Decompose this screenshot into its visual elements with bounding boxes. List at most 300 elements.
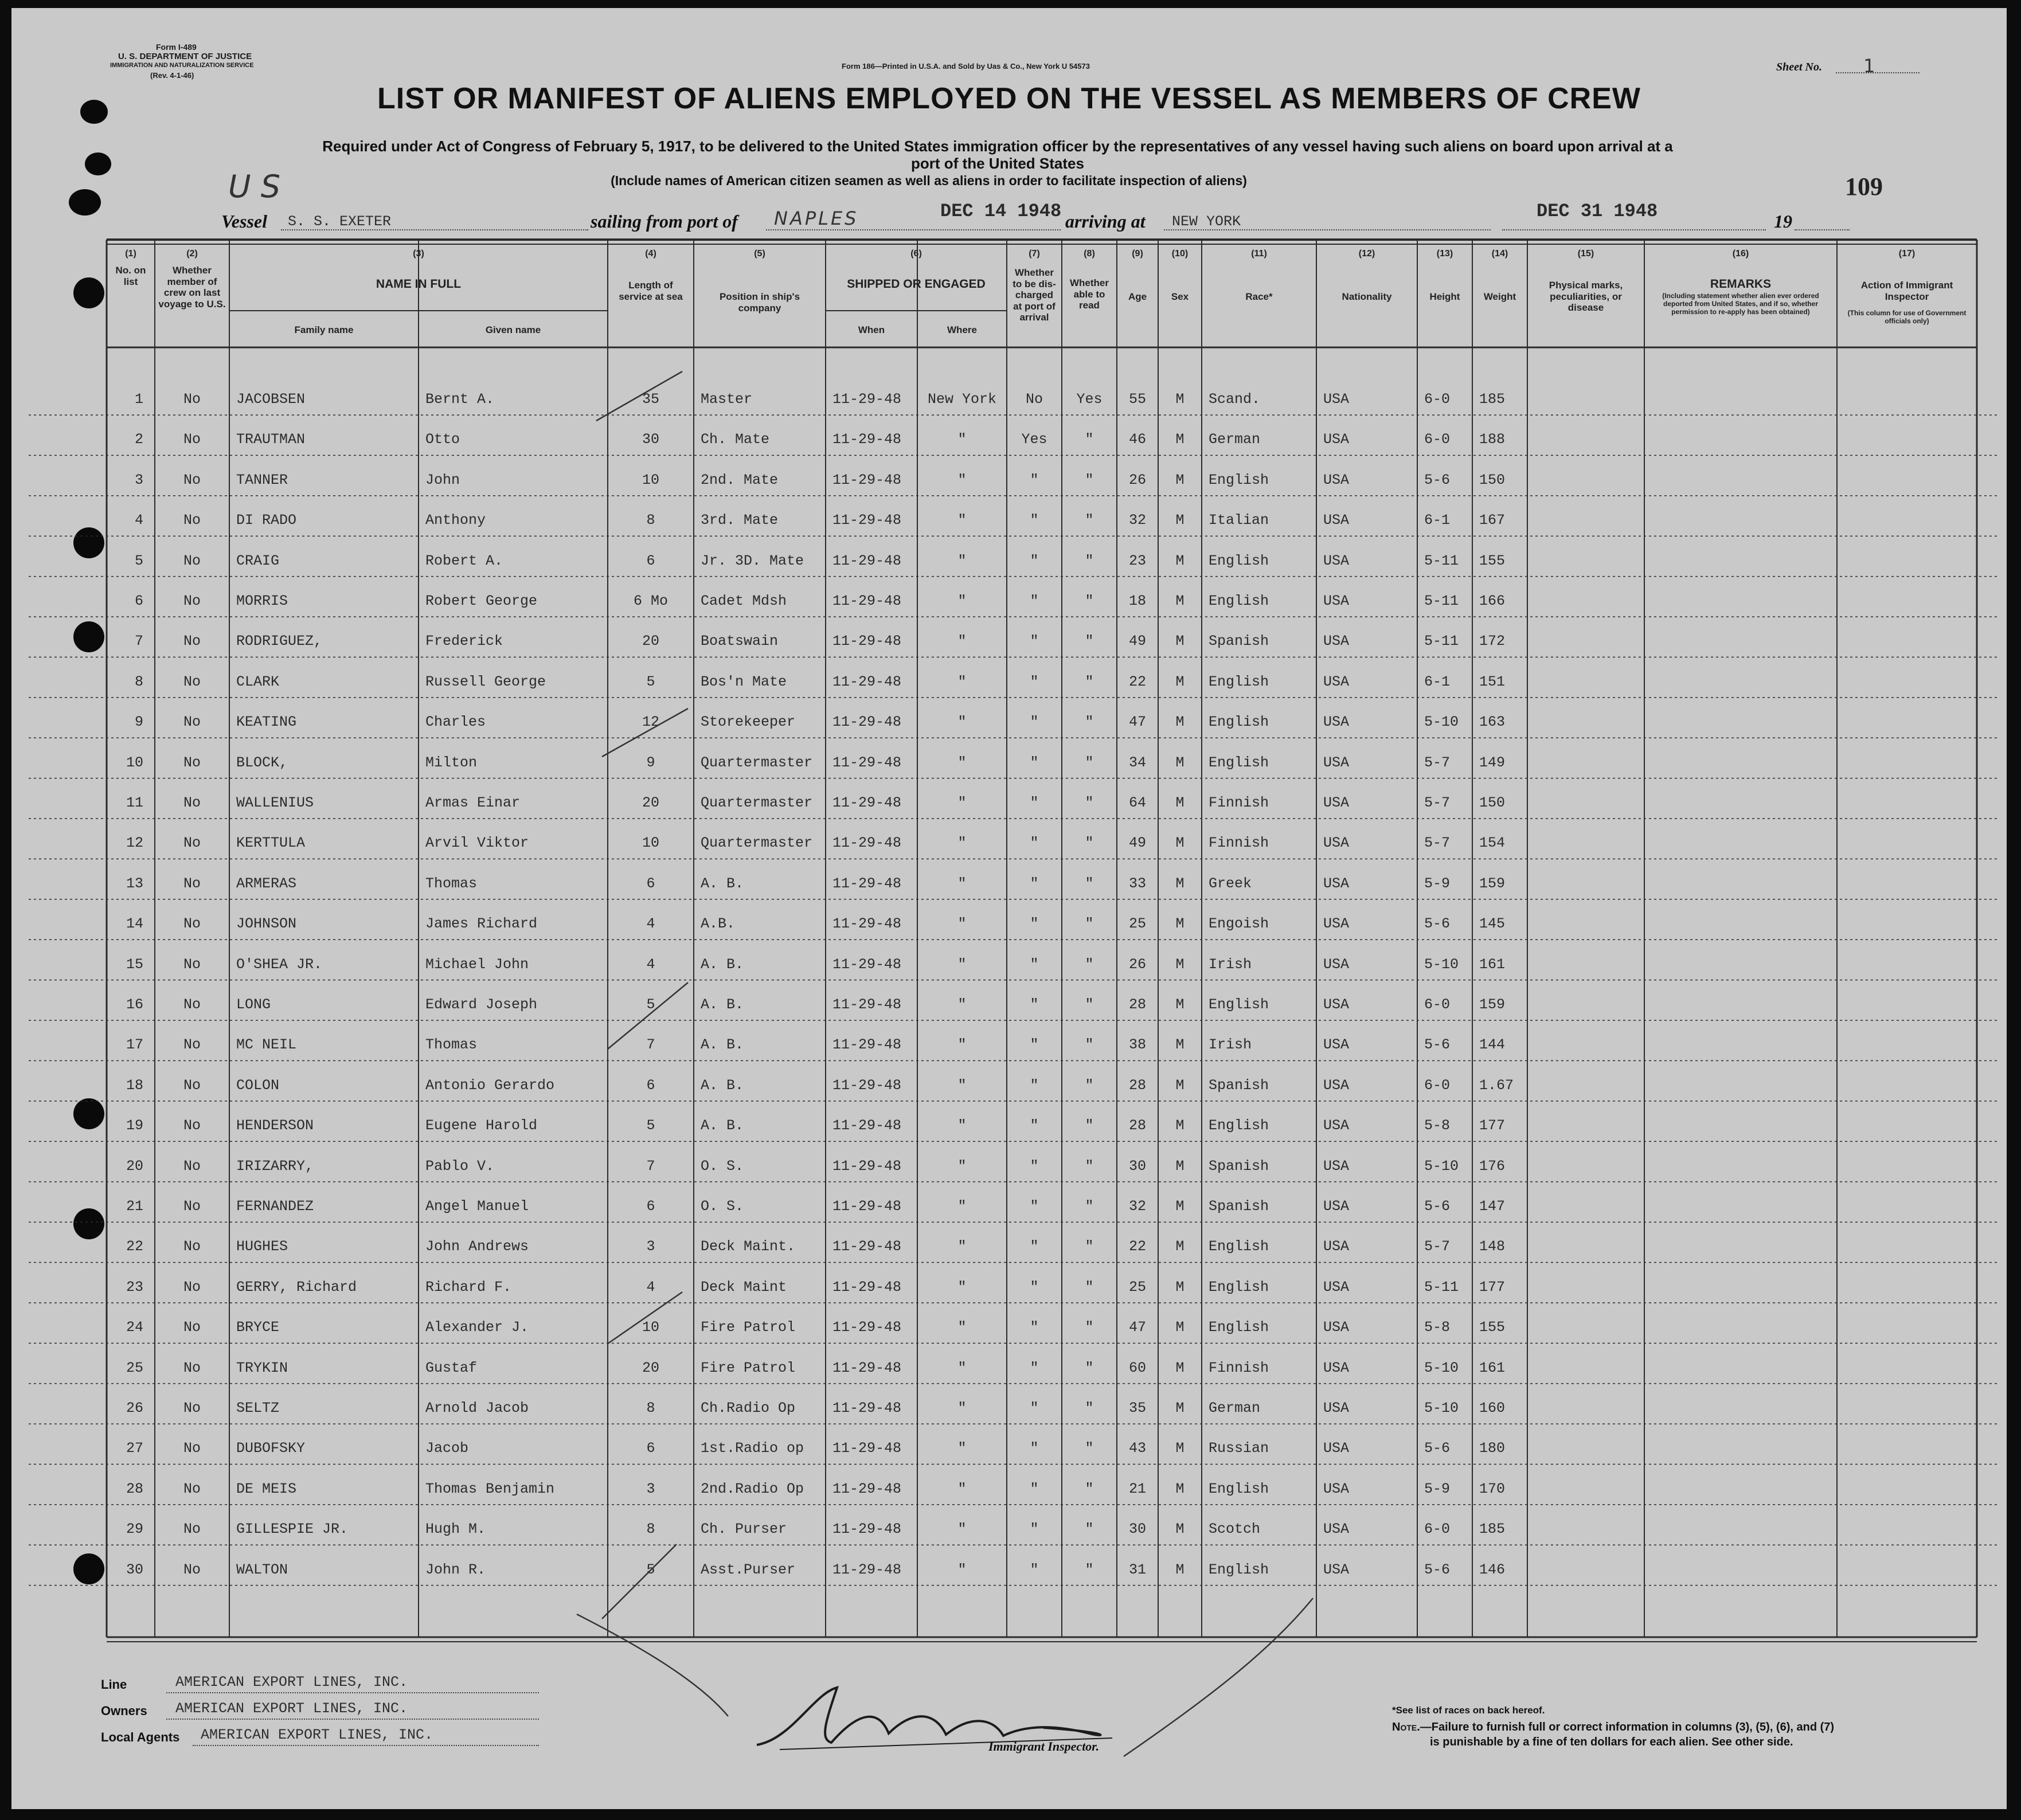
- cell-height: 5-10: [1424, 714, 1459, 731]
- cell-where: ": [957, 915, 967, 933]
- cell-sex: M: [1175, 1077, 1185, 1094]
- cell-no: 26: [126, 1400, 143, 1416]
- cell-read: ": [1085, 593, 1094, 609]
- cell-no: 9: [134, 714, 143, 731]
- cell-sex: M: [1175, 1359, 1185, 1376]
- cell-discharged: ": [1030, 956, 1039, 973]
- cell-read: ": [1085, 1077, 1094, 1094]
- cell-family: ARMERAS: [236, 875, 297, 892]
- column-header-10: Sex: [1171, 291, 1189, 302]
- cell-family: O'SHEA JR.: [236, 956, 323, 973]
- cell-where: ": [957, 1521, 967, 1538]
- cell-last: No: [183, 875, 201, 892]
- cell-service: 6: [646, 1198, 655, 1215]
- cell-family: CRAIG: [236, 552, 280, 569]
- cell-weight: 172: [1479, 633, 1506, 650]
- cell-where: ": [957, 1198, 967, 1215]
- cell-race: Greek: [1209, 875, 1252, 892]
- cell-given: Milton: [425, 754, 478, 771]
- cell-when: 11-29-48: [832, 471, 902, 488]
- cell-when: 11-29-48: [832, 391, 902, 408]
- cell-weight: 148: [1479, 1238, 1506, 1255]
- cell-when: 11-29-48: [832, 1238, 902, 1255]
- cell-race: Scand.: [1209, 391, 1261, 408]
- cell-service: 3: [646, 1238, 655, 1255]
- cell-race: Engoish: [1209, 915, 1269, 933]
- cell-last: No: [183, 1319, 201, 1336]
- cell-when: 11-29-48: [832, 956, 902, 973]
- cell-nat: USA: [1323, 875, 1350, 892]
- cell-service: 10: [642, 471, 659, 488]
- cell-service: 5: [646, 996, 655, 1013]
- cell-race: English: [1209, 996, 1269, 1013]
- cell-read: ": [1085, 633, 1094, 650]
- cell-last: No: [183, 593, 201, 609]
- cell-discharged: No: [1025, 391, 1043, 408]
- cell-race: English: [1209, 673, 1269, 690]
- cell-sex: M: [1175, 1238, 1185, 1255]
- cell-height: 6-0: [1424, 391, 1451, 408]
- subheader-where: Where: [947, 324, 977, 335]
- cell-nat: USA: [1323, 714, 1350, 731]
- cell-read: ": [1085, 1480, 1094, 1497]
- cell-discharged: ": [1030, 471, 1039, 488]
- cell-age: 64: [1128, 794, 1146, 811]
- subheader-when: When: [858, 324, 885, 335]
- cell-no: 16: [126, 996, 143, 1013]
- cell-given: James Richard: [425, 915, 538, 933]
- cell-last: No: [183, 552, 201, 569]
- cell-age: 23: [1128, 552, 1146, 569]
- cell-race: English: [1209, 1117, 1269, 1134]
- cell-weight: 146: [1479, 1561, 1506, 1578]
- cell-where: ": [957, 431, 967, 448]
- cell-sex: M: [1175, 956, 1185, 973]
- cell-sex: M: [1175, 673, 1185, 690]
- cell-nat: USA: [1323, 1359, 1350, 1376]
- cell-height: 6-1: [1424, 673, 1451, 690]
- column-number-13: (13): [1436, 249, 1453, 259]
- cell-family: DI RADO: [236, 512, 297, 529]
- cell-height: 5-7: [1424, 794, 1451, 811]
- cell-family: IRIZARRY,: [236, 1157, 314, 1175]
- cell-age: 33: [1128, 875, 1146, 892]
- cell-discharged: ": [1030, 1278, 1039, 1295]
- sailing-label: sailing from port of: [591, 211, 738, 232]
- cell-height: 6-0: [1424, 996, 1451, 1013]
- cell-position: A. B.: [701, 956, 744, 973]
- column-header-11: Race*: [1245, 291, 1273, 302]
- cell-where: ": [957, 956, 967, 973]
- cell-family: CLARK: [236, 673, 280, 690]
- agents-value: AMERICAN EXPORT LINES, INC.: [201, 1727, 433, 1743]
- cell-no: 6: [134, 593, 143, 609]
- cell-read: ": [1085, 1198, 1094, 1215]
- subheader-remarks-note: (Including statement whether alien ever ordered deported from United States, and if so, whether permission to re-apply has been obtained): [1662, 292, 1819, 316]
- cell-read: ": [1085, 431, 1094, 448]
- column-header-14: Weight: [1483, 291, 1516, 302]
- subheader-action-note: (This column for use of Government officials only): [1847, 309, 1967, 325]
- cell-race: Italian: [1209, 512, 1269, 529]
- cell-no: 22: [126, 1238, 143, 1255]
- cell-weight: 151: [1479, 673, 1506, 690]
- vessel-name: S. S. EXETER: [288, 213, 392, 230]
- column-header-5: Position in ship's company: [719, 291, 800, 314]
- cell-given: Antonio Gerardo: [425, 1077, 555, 1094]
- cell-where: ": [957, 1278, 967, 1295]
- cell-discharged: ": [1030, 1400, 1039, 1416]
- cell-read: ": [1085, 996, 1094, 1013]
- cell-height: 6-0: [1424, 1077, 1451, 1094]
- cell-family: JACOBSEN: [236, 391, 306, 408]
- cell-family: HUGHES: [236, 1238, 288, 1255]
- column-number-1: (1): [125, 249, 136, 259]
- cell-nat: USA: [1323, 1319, 1350, 1336]
- cell-nat: USA: [1323, 1278, 1350, 1295]
- cell-read: ": [1085, 1278, 1094, 1295]
- cell-sex: M: [1175, 1117, 1185, 1134]
- cell-position: 2nd.Radio Op: [701, 1480, 804, 1497]
- cell-last: No: [183, 1077, 201, 1094]
- cell-position: A. B.: [701, 1036, 744, 1054]
- cell-read: ": [1085, 1359, 1094, 1376]
- cell-service: 4: [646, 915, 655, 933]
- cell-height: 5-7: [1424, 754, 1451, 771]
- cell-family: GILLESPIE JR.: [236, 1521, 349, 1538]
- cell-discharged: ": [1030, 915, 1039, 933]
- cell-no: 8: [134, 673, 143, 690]
- cell-age: 22: [1128, 1238, 1146, 1255]
- cell-race: English: [1209, 552, 1269, 569]
- cell-no: 18: [126, 1077, 143, 1094]
- arriving-label: arriving at: [1065, 211, 1146, 232]
- cell-height: 5-6: [1424, 915, 1451, 933]
- cell-weight: 150: [1479, 794, 1506, 811]
- cell-height: 5-10: [1424, 1359, 1459, 1376]
- cell-race: English: [1209, 593, 1269, 609]
- cell-last: No: [183, 1359, 201, 1376]
- cell-service: 5: [646, 673, 655, 690]
- cell-nat: USA: [1323, 633, 1350, 650]
- cell-height: 5-11: [1424, 593, 1459, 609]
- cell-where: ": [957, 1238, 967, 1255]
- cell-age: 47: [1128, 714, 1146, 731]
- cell-discharged: ": [1030, 996, 1039, 1013]
- cell-weight: 163: [1479, 714, 1506, 731]
- cell-nat: USA: [1323, 915, 1350, 933]
- cell-when: 11-29-48: [832, 431, 902, 448]
- cell-sex: M: [1175, 593, 1185, 609]
- cell-sex: M: [1175, 1480, 1185, 1497]
- cell-given: Eugene Harold: [425, 1117, 538, 1134]
- column-header-8: Whether able to read: [1070, 277, 1109, 311]
- cell-no: 12: [126, 835, 143, 852]
- cell-position: Quartermaster: [701, 754, 813, 771]
- cell-read: ": [1085, 1319, 1094, 1336]
- cell-race: Irish: [1209, 1036, 1252, 1054]
- cell-age: 30: [1128, 1157, 1146, 1175]
- cell-race: English: [1209, 1238, 1269, 1255]
- cell-when: 11-29-48: [832, 1561, 902, 1578]
- cell-service: 6: [646, 875, 655, 892]
- column-header-3: NAME IN FULL: [376, 277, 462, 291]
- cell-age: 49: [1128, 633, 1146, 650]
- cell-race: Russian: [1209, 1440, 1269, 1457]
- cell-service: 6: [646, 552, 655, 569]
- cell-position: 3rd. Mate: [701, 512, 779, 529]
- cell-height: 5-11: [1424, 552, 1459, 569]
- cell-when: 11-29-48: [832, 593, 902, 609]
- column-header-2: Whether member of crew on last voyage to U.S.: [158, 265, 226, 310]
- cell-discharged: ": [1030, 1036, 1039, 1054]
- inspector-label: Immigrant Inspector.: [988, 1739, 1100, 1754]
- cell-service: 8: [646, 512, 655, 529]
- year-label: 19: [1774, 211, 1792, 232]
- cell-no: 11: [126, 794, 143, 811]
- cell-no: 24: [126, 1319, 143, 1336]
- cell-given: John: [425, 471, 460, 488]
- cell-weight: 176: [1479, 1157, 1506, 1175]
- requirement-line-1: Required under Act of Congress of February 5, 1917, to be delivered to the United States immigration officer by the representatives of any vessel having such aliens on board upon arrival at a: [322, 138, 1673, 155]
- owners-value: AMERICAN EXPORT LINES, INC.: [175, 1700, 408, 1717]
- cell-age: 47: [1128, 1319, 1146, 1336]
- cell-height: 5-6: [1424, 471, 1451, 488]
- cell-sex: M: [1175, 1561, 1185, 1578]
- cell-sex: M: [1175, 1400, 1185, 1416]
- cell-last: No: [183, 673, 201, 690]
- cell-weight: 177: [1479, 1278, 1506, 1295]
- cell-height: 5-8: [1424, 1117, 1451, 1134]
- cell-age: 22: [1128, 673, 1146, 690]
- cell-race: English: [1209, 714, 1269, 731]
- cell-age: 38: [1128, 1036, 1146, 1054]
- cell-weight: 144: [1479, 1036, 1506, 1054]
- cell-position: 2nd. Mate: [701, 471, 779, 488]
- cell-weight: 159: [1479, 875, 1506, 892]
- cell-race: English: [1209, 754, 1269, 771]
- cell-service: 6: [646, 1440, 655, 1457]
- cell-when: 11-29-48: [832, 996, 902, 1013]
- cell-nat: USA: [1323, 471, 1350, 488]
- cell-discharged: ": [1030, 1117, 1039, 1134]
- cell-position: O. S.: [701, 1157, 744, 1175]
- cell-family: DUBOFSKY: [236, 1440, 306, 1457]
- cell-no: 3: [134, 471, 143, 488]
- cell-sex: M: [1175, 714, 1185, 731]
- page-title: LIST OR MANIFEST OF ALIENS EMPLOYED ON THE VESSEL AS MEMBERS OF CREW: [377, 82, 1641, 115]
- cell-position: Quartermaster: [701, 835, 813, 852]
- cell-family: TRYKIN: [236, 1359, 288, 1376]
- cell-discharged: ": [1030, 1561, 1039, 1578]
- cell-no: 25: [126, 1359, 143, 1376]
- cell-discharged: ": [1030, 552, 1039, 569]
- note-label: Note.: [1392, 1721, 1420, 1733]
- cell-weight: 154: [1479, 835, 1506, 852]
- cell-no: 5: [134, 552, 143, 569]
- cell-race: Finnish: [1209, 794, 1269, 811]
- cell-weight: 159: [1479, 996, 1506, 1013]
- cell-where: ": [957, 794, 967, 811]
- column-number-6: (6): [910, 249, 922, 259]
- cell-given: Thomas Benjamin: [425, 1480, 555, 1497]
- cell-position: A.B.: [701, 915, 736, 933]
- cell-discharged: ": [1030, 1077, 1039, 1094]
- column-header-13: Height: [1429, 291, 1460, 302]
- cell-age: 30: [1128, 1521, 1146, 1538]
- cell-given: Thomas: [425, 1036, 478, 1054]
- cell-where: ": [957, 754, 967, 771]
- cell-no: 28: [126, 1480, 143, 1497]
- cell-where: ": [957, 471, 967, 488]
- cell-read: ": [1085, 1561, 1094, 1578]
- requirement-line-2: port of the United States: [911, 155, 1084, 172]
- cell-when: 11-29-48: [832, 1117, 902, 1134]
- cell-discharged: ": [1030, 1521, 1039, 1538]
- cell-nat: USA: [1323, 956, 1350, 973]
- cell-when: 11-29-48: [832, 1440, 902, 1457]
- cell-when: 11-29-48: [832, 633, 902, 650]
- cell-height: 5-6: [1424, 1036, 1451, 1054]
- cell-service: 7: [646, 1036, 655, 1054]
- cell-sex: M: [1175, 1036, 1185, 1054]
- cell-read: ": [1085, 956, 1094, 973]
- cell-discharged: ": [1030, 1359, 1039, 1376]
- cell-age: 32: [1128, 512, 1146, 529]
- cell-age: 46: [1128, 431, 1146, 448]
- cell-height: 5-10: [1424, 1157, 1459, 1175]
- cell-discharged: Yes: [1021, 431, 1047, 448]
- cell-no: 20: [126, 1157, 143, 1175]
- cell-read: ": [1085, 754, 1094, 771]
- cell-where: ": [957, 1117, 967, 1134]
- cell-given: Bernt A.: [425, 391, 495, 408]
- cell-family: MC NEIL: [236, 1036, 297, 1054]
- cell-service: 8: [646, 1400, 655, 1416]
- cell-position: Fire Patrol: [701, 1319, 796, 1336]
- cell-discharged: ": [1030, 1480, 1039, 1497]
- subheader-family-name: Family name: [294, 324, 354, 335]
- cell-last: No: [183, 835, 201, 852]
- cell-given: Alexander J.: [425, 1319, 529, 1336]
- cell-given: Thomas: [425, 875, 478, 892]
- cell-service: 5: [646, 1561, 655, 1578]
- cell-discharged: ": [1030, 835, 1039, 852]
- cell-last: No: [183, 956, 201, 973]
- cell-last: No: [183, 471, 201, 488]
- cell-height: 5-11: [1424, 633, 1459, 650]
- cell-nat: USA: [1323, 1480, 1350, 1497]
- cell-where: ": [957, 1359, 967, 1376]
- cell-position: Fire Patrol: [701, 1359, 796, 1376]
- cell-family: KERTTULA: [236, 835, 306, 852]
- cell-given: Otto: [425, 431, 460, 448]
- note-line-1: [1392, 1721, 1834, 1734]
- cell-given: Edward Joseph: [425, 996, 538, 1013]
- cell-sex: M: [1175, 754, 1185, 771]
- cell-given: Anthony: [425, 512, 486, 529]
- cell-age: 55: [1128, 391, 1146, 408]
- cell-height: 5-10: [1424, 1400, 1459, 1416]
- cell-family: RODRIGUEZ,: [236, 633, 323, 650]
- cell-race: German: [1209, 431, 1261, 448]
- cell-read: ": [1085, 1238, 1094, 1255]
- cell-where: ": [957, 1480, 967, 1497]
- cell-last: No: [183, 391, 201, 408]
- cell-weight: 1.67: [1479, 1077, 1514, 1094]
- cell-weight: 177: [1479, 1117, 1506, 1134]
- cell-given: Gustaf: [425, 1359, 478, 1376]
- cell-nat: USA: [1323, 1561, 1350, 1578]
- cell-last: No: [183, 1036, 201, 1054]
- cell-when: 11-29-48: [832, 1359, 902, 1376]
- cell-family: TANNER: [236, 471, 288, 488]
- cell-height: 6-0: [1424, 1521, 1451, 1538]
- note-line-2: is punishable by a fine of ten dollars for each alien. See other side.: [1430, 1736, 1793, 1748]
- cell-given: John R.: [425, 1561, 486, 1578]
- cell-last: No: [183, 1561, 201, 1578]
- cell-height: 5-6: [1424, 1440, 1451, 1457]
- cell-height: 5-7: [1424, 1238, 1451, 1255]
- cell-nat: USA: [1323, 512, 1350, 529]
- cell-nat: USA: [1323, 593, 1350, 609]
- cell-when: 11-29-48: [832, 1077, 902, 1094]
- owners-label: Owners: [101, 1704, 147, 1718]
- cell-sex: M: [1175, 875, 1185, 892]
- cell-read: ": [1085, 673, 1094, 690]
- column-header-17: Action of Immigrant Inspector: [1860, 280, 1953, 302]
- column-header-15: Physical marks, peculiarities, or disease: [1549, 280, 1623, 314]
- cell-service: 20: [642, 794, 659, 811]
- cell-weight: 149: [1479, 754, 1506, 771]
- manifest-sheet: [11, 8, 2007, 1809]
- cell-age: 18: [1128, 593, 1146, 609]
- cell-sex: M: [1175, 996, 1185, 1013]
- cell-service: 30: [642, 431, 659, 448]
- cell-read: ": [1085, 1521, 1094, 1538]
- cell-discharged: ": [1030, 633, 1039, 650]
- cell-when: 11-29-48: [832, 1319, 902, 1336]
- cell-sex: M: [1175, 1440, 1185, 1457]
- cell-where: ": [957, 673, 967, 690]
- cell-race: Irish: [1209, 956, 1252, 973]
- column-header-7: Whether to be dis-charged at port of arrival: [1013, 267, 1056, 323]
- cell-race: Spanish: [1209, 1198, 1269, 1215]
- column-number-15: (15): [1577, 249, 1594, 259]
- line-label: Line: [101, 1677, 127, 1692]
- column-header-16: REMARKS: [1710, 277, 1772, 291]
- cell-position: Ch. Purser: [701, 1521, 787, 1538]
- cell-weight: 185: [1479, 1521, 1506, 1538]
- cell-no: 30: [126, 1561, 143, 1578]
- cell-read: ": [1085, 875, 1094, 892]
- cell-no: 23: [126, 1278, 143, 1295]
- arrival-date: DEC 31 1948: [1537, 201, 1658, 222]
- cell-age: 32: [1128, 1198, 1146, 1215]
- cell-position: Bos'n Mate: [701, 673, 787, 690]
- cell-height: 5-10: [1424, 956, 1459, 973]
- cell-position: Storekeeper: [701, 714, 796, 731]
- cell-sex: M: [1175, 915, 1185, 933]
- cell-nat: USA: [1323, 431, 1350, 448]
- cell-where: ": [957, 714, 967, 731]
- cell-weight: 166: [1479, 593, 1506, 609]
- cell-position: Ch.Radio Op: [701, 1400, 796, 1416]
- cell-discharged: ": [1030, 512, 1039, 529]
- cell-height: 5-6: [1424, 1561, 1451, 1578]
- cell-read: ": [1085, 794, 1094, 811]
- cell-race: Spanish: [1209, 1077, 1269, 1094]
- cell-when: 11-29-48: [832, 1400, 902, 1416]
